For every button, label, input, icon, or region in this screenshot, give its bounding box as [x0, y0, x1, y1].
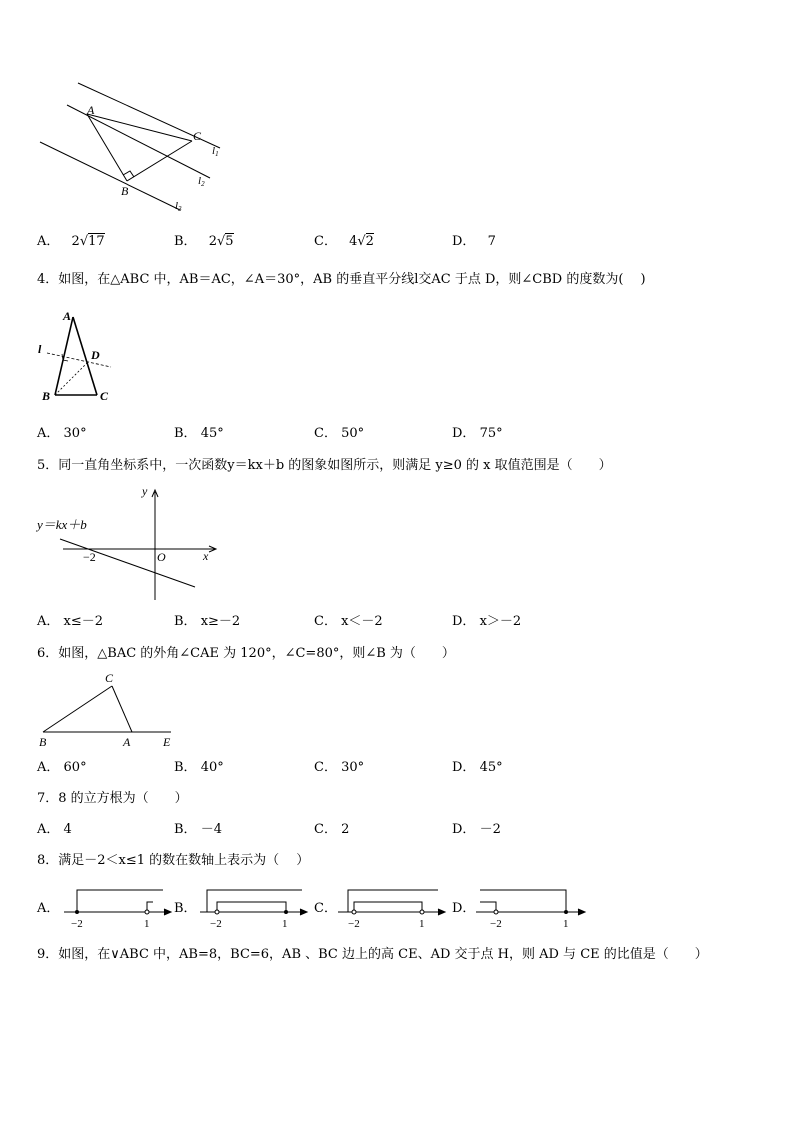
q6-label-A: A: [123, 735, 131, 749]
q7-option-d-text: －2: [479, 822, 501, 837]
q8-c-right-label: 1: [419, 918, 425, 930]
q8-b-right-label: 1: [282, 918, 288, 930]
q7-stem: 7．8 的立方根为（ ）: [37, 791, 188, 806]
q7-option-a-text: 4: [63, 822, 72, 837]
q5-option-a-text: x≤－2: [63, 614, 104, 629]
q4-option-d-text: 75°: [479, 426, 503, 441]
q3-option-a-radicand: 17: [88, 234, 105, 249]
q7-option-c-text: 2: [341, 822, 350, 837]
q8-a-left-label: −2: [71, 918, 83, 930]
q5-option-c-letter: C．: [314, 614, 337, 629]
q4-label-B: B: [42, 389, 51, 403]
q3-option-d-letter: D．: [452, 234, 476, 249]
q7-option-c[interactable]: [314, 822, 349, 838]
q8-b-left-label: −2: [210, 918, 222, 930]
q7-option-c-letter: C．: [314, 822, 337, 837]
q6-option-c[interactable]: [314, 760, 364, 776]
q5-option-a-letter: A．: [37, 614, 60, 629]
q4-stem: 4．如图，在△ABC 中，AB＝AC，∠A＝30°，AB 的垂直平分线l交AC 于点 D，则∠CBD 的度数为( ): [37, 272, 646, 287]
q6-option-d[interactable]: [452, 760, 503, 776]
q4-option-a[interactable]: [37, 426, 87, 442]
q3-option-c-radicand: 2: [365, 234, 374, 249]
q3-option-c[interactable]: [314, 234, 374, 250]
q3-label-C: C: [193, 129, 202, 143]
q6-option-a-text: 60°: [63, 760, 87, 775]
q7-option-b[interactable]: [174, 822, 222, 838]
q5-option-a[interactable]: [37, 614, 103, 630]
q3-option-b-coef: 2: [208, 234, 217, 249]
q3-option-a[interactable]: [37, 234, 105, 250]
q5-option-d[interactable]: [452, 614, 521, 630]
q6-figure: [35, 668, 185, 752]
q5-label-y: y: [142, 484, 148, 498]
q4-label-A: A: [63, 309, 72, 323]
q5-stem: 5．同一直角坐标系中，一次函数y＝kx＋b 的图象如图所示，则满足 y≥0 的 x 取值范围是（ ）: [37, 458, 612, 473]
q5-label-x: x: [203, 549, 209, 563]
q8-stem: 8．满足－2＜x≤1 的数在数轴上表示为（ ）: [37, 853, 310, 868]
q4-option-d-letter: D．: [452, 426, 476, 441]
q3-label-B: B: [121, 184, 129, 198]
q8-option-b-numberline[interactable]: [196, 884, 312, 934]
q3-option-a-letter: A．: [37, 234, 60, 249]
q6-option-c-text: 30°: [341, 760, 365, 775]
q8-c-left-label: −2: [348, 918, 360, 930]
q4-option-c[interactable]: [314, 426, 364, 442]
q3-option-d[interactable]: [452, 234, 496, 250]
q8-option-c-letter[interactable]: C．: [314, 901, 337, 916]
q6-stem: 6．如图，△BAC 的外角∠CAE 为 120°，∠C=80°，则∠B 为（ ）: [37, 646, 455, 661]
sqrt-icon: √: [79, 234, 89, 249]
q4-label-l: l: [38, 342, 42, 356]
q8-option-c-numberline[interactable]: [334, 884, 450, 934]
sqrt-icon: √: [216, 234, 226, 249]
q4-label-C: C: [100, 389, 109, 403]
q3-label-A: A: [87, 103, 95, 117]
q6-label-E: E: [163, 735, 171, 749]
q3-option-c-coef: 4: [349, 234, 358, 249]
q3-option-b[interactable]: [174, 234, 234, 250]
q4-option-b-letter: B．: [174, 426, 197, 441]
q3-label-l1: l1: [212, 145, 219, 158]
q4-option-a-text: 30°: [63, 426, 87, 441]
q4-option-d[interactable]: [452, 426, 503, 442]
q8-option-d-letter[interactable]: D．: [452, 901, 476, 916]
q4-option-b[interactable]: [174, 426, 224, 442]
q4-figure: [35, 305, 125, 405]
q6-option-d-letter: D．: [452, 760, 476, 775]
q3-label-l3: l3: [175, 200, 182, 213]
sqrt-icon: √: [357, 234, 366, 249]
q8-option-a-numberline[interactable]: [60, 884, 176, 934]
q6-label-C: C: [105, 671, 114, 685]
q3-label-l2: l2: [198, 175, 205, 188]
q7-option-b-text: －4: [200, 822, 222, 837]
q8-d-left-label: −2: [490, 918, 502, 930]
q7-option-a[interactable]: [37, 822, 72, 838]
q5-option-d-letter: D．: [452, 614, 476, 629]
q5-figure: [35, 482, 225, 604]
q4-label-D: D: [91, 348, 100, 362]
q9-stem: 9．如图，在∨ABC 中，AB=8，BC=6，AB 、BC 边上的高 CE、AD 交于点 H，则 AD 与 CE 的比值是（ ）: [37, 947, 708, 962]
q5-option-c-text: x＜－2: [341, 614, 383, 629]
q7-option-d-letter: D．: [452, 822, 476, 837]
q4-option-c-letter: C．: [314, 426, 337, 441]
q6-option-d-text: 45°: [479, 760, 503, 775]
q3-option-d-text: 7: [487, 234, 496, 249]
q5-option-d-text: x＞－2: [479, 614, 522, 629]
q4-option-b-text: 45°: [200, 426, 224, 441]
q4-option-a-letter: A．: [37, 426, 60, 441]
q5-label-neg2: −2: [83, 550, 96, 564]
q6-option-c-letter: C．: [314, 760, 337, 775]
q5-option-b[interactable]: [174, 614, 240, 630]
q8-a-right-label: 1: [144, 918, 150, 930]
q5-option-b-text: x≥－2: [200, 614, 241, 629]
q5-label-func: y＝kx＋b: [37, 517, 87, 532]
q3-option-a-coef: 2: [71, 234, 80, 249]
q3-option-b-radicand: 5: [225, 234, 234, 249]
q6-option-b[interactable]: [174, 760, 224, 776]
q4-option-c-text: 50°: [341, 426, 365, 441]
q7-option-d[interactable]: [452, 822, 501, 838]
q6-label-B: B: [39, 735, 47, 749]
q5-option-b-letter: B．: [174, 614, 197, 629]
q8-option-a-letter[interactable]: A．: [37, 901, 60, 916]
q8-option-b-letter[interactable]: B．: [174, 901, 197, 916]
q3-option-b-letter: B．: [174, 234, 197, 249]
q6-option-a-letter: A．: [37, 760, 60, 775]
q8-option-d-numberline[interactable]: [472, 884, 590, 934]
q5-label-origin: O: [157, 550, 166, 564]
q3-option-c-letter: C．: [314, 234, 337, 249]
q8-d-right-label: 1: [563, 918, 569, 930]
q7-option-a-letter: A．: [37, 822, 60, 837]
q6-option-b-letter: B．: [174, 760, 197, 775]
q3-figure: [35, 78, 235, 218]
q6-option-a[interactable]: [37, 760, 87, 776]
q7-option-b-letter: B．: [174, 822, 197, 837]
q6-option-b-text: 40°: [200, 760, 224, 775]
q5-option-c[interactable]: [314, 614, 383, 630]
